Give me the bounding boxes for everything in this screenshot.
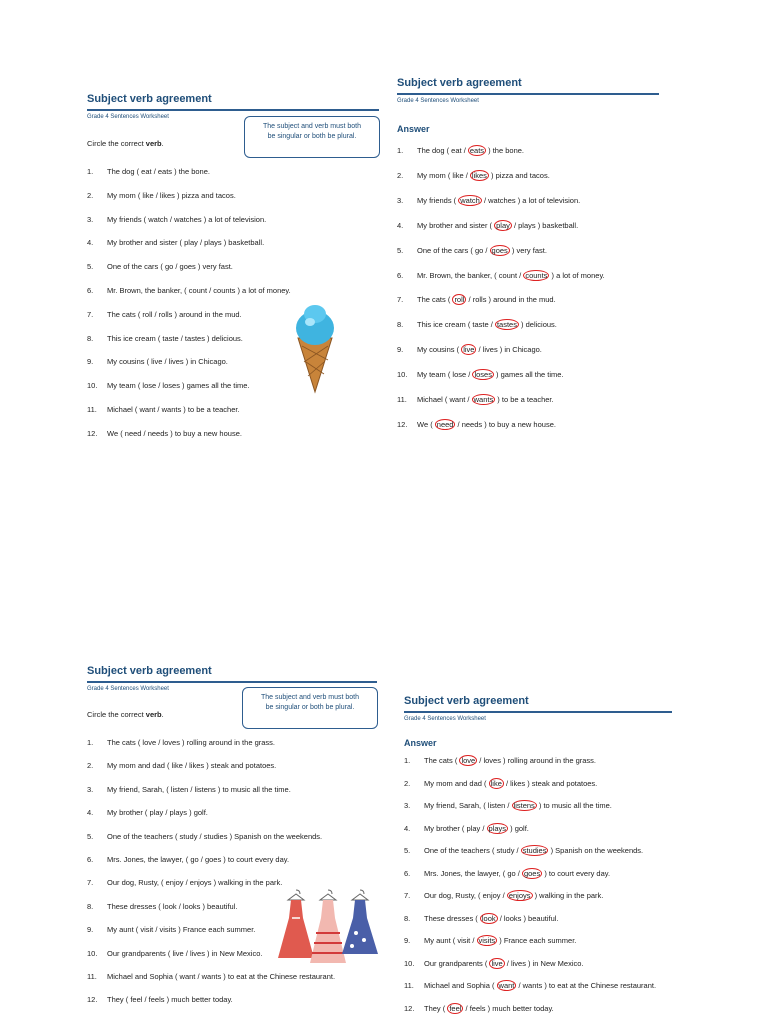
item-text: My team ( lose / loses ) games all the time. bbox=[417, 370, 564, 380]
item-number: 11. bbox=[87, 972, 97, 981]
item-text: My aunt ( visit / visits ) France each summer. bbox=[424, 936, 577, 945]
item-text: Michael and Sophia ( want / wants ) to eat at the Chinese restaurant. bbox=[424, 981, 657, 990]
item-number: 2. bbox=[404, 778, 411, 788]
item-text: My aunt ( visit / visits ) France each summer. bbox=[107, 925, 256, 935]
item-text: My mom and dad ( like / likes ) steak and potatoes. bbox=[424, 778, 598, 788]
list-item bbox=[397, 246, 547, 255]
circled-answer: counts bbox=[525, 270, 548, 280]
item-number: 1. bbox=[404, 756, 411, 765]
item-number: 8. bbox=[87, 333, 94, 343]
item-text: This ice cream ( taste / tastes ) delicious. bbox=[417, 320, 557, 330]
item-number: 5. bbox=[87, 262, 94, 272]
list-item bbox=[404, 891, 603, 900]
item-text: They ( feel / feels ) much better today. bbox=[107, 995, 233, 1005]
list-item bbox=[87, 925, 255, 934]
list-item bbox=[87, 429, 242, 438]
circled-answer: tastes bbox=[496, 320, 517, 330]
item-text: One of the cars ( go / goes ) very fast. bbox=[417, 245, 547, 255]
title-rule bbox=[87, 681, 377, 683]
item-number: 9. bbox=[87, 357, 94, 367]
item-number: 12. bbox=[397, 419, 408, 429]
list-item bbox=[404, 756, 596, 765]
item-text: My friends ( watch / watches ) a lot of television. bbox=[417, 195, 581, 205]
item-text: This ice cream ( taste / tastes ) delicious. bbox=[107, 333, 243, 343]
item-number: 10. bbox=[397, 370, 408, 380]
item-text: My brother ( play / plays ) golf. bbox=[424, 823, 529, 833]
item-number: 11. bbox=[87, 405, 97, 414]
item-text: These dresses ( look / looks ) beautiful. bbox=[107, 901, 238, 911]
list-item bbox=[404, 824, 529, 833]
item-text: The cats ( love / loves ) rolling around in the grass. bbox=[424, 756, 597, 765]
item-text: My mom ( like / likes ) pizza and tacos. bbox=[107, 190, 236, 200]
item-number: 12. bbox=[87, 428, 98, 438]
item-number: 1. bbox=[87, 738, 94, 747]
item-number: 8. bbox=[87, 901, 94, 911]
title-rule bbox=[87, 109, 379, 111]
list-item bbox=[87, 381, 250, 390]
item-number: 11. bbox=[397, 395, 407, 404]
circled-answer: roll bbox=[454, 295, 465, 305]
worksheet-title: Subject verb agreement bbox=[87, 665, 212, 677]
worksheet-subtitle: Grade 4 Sentences Worksheet bbox=[397, 98, 479, 104]
list-item bbox=[87, 949, 262, 958]
item-text: My cousins ( live / lives ) in Chicago. bbox=[107, 357, 228, 367]
list-item bbox=[397, 196, 580, 205]
list-item bbox=[87, 738, 275, 747]
list-item bbox=[87, 761, 276, 770]
item-number: 9. bbox=[404, 936, 411, 945]
item-text: The cats ( love / loves ) rolling around in the grass. bbox=[107, 738, 275, 747]
item-number: 2. bbox=[397, 170, 404, 180]
item-text: My cousins ( live / lives ) in Chicago. bbox=[417, 345, 542, 355]
item-number: 6. bbox=[87, 286, 94, 295]
item-number: 4. bbox=[397, 220, 404, 230]
item-number: 11. bbox=[404, 981, 414, 990]
item-number: 3. bbox=[87, 784, 94, 794]
item-text: My team ( lose / loses ) games all the time. bbox=[107, 381, 250, 391]
list-item bbox=[397, 370, 564, 379]
item-number: 6. bbox=[404, 868, 411, 878]
circled-answer: studies bbox=[522, 846, 547, 855]
item-text: Our dog, Rusty, ( enjoy / enjoys ) walking in the park. bbox=[424, 891, 604, 900]
item-text: The dog ( eat / eats ) the bone. bbox=[417, 146, 525, 155]
item-text: They ( feel / feels ) much better today. bbox=[424, 1003, 554, 1013]
item-number: 2. bbox=[87, 761, 94, 771]
item-text: Mr. Brown, the banker, ( count / counts ) a lot of money. bbox=[417, 270, 605, 280]
item-number: 4. bbox=[87, 238, 94, 248]
list-item bbox=[404, 779, 597, 788]
item-number: 1. bbox=[87, 167, 94, 176]
item-number: 12. bbox=[87, 995, 98, 1005]
item-text: My brother and sister ( play / plays ) basketball. bbox=[107, 238, 265, 248]
list-item bbox=[87, 334, 243, 343]
list-item bbox=[87, 286, 291, 295]
circled-answer: eats bbox=[469, 146, 485, 155]
list-item bbox=[87, 167, 210, 176]
item-text: One of the teachers ( study / studies ) Spanish on the weekends. bbox=[107, 831, 323, 841]
list-item bbox=[87, 405, 240, 414]
worksheet-title: Subject verb agreement bbox=[404, 695, 529, 707]
list-item bbox=[397, 221, 578, 230]
list-item bbox=[87, 832, 322, 841]
item-number: 3. bbox=[397, 195, 404, 205]
circled-answer: loses bbox=[474, 370, 492, 380]
item-number: 10. bbox=[404, 958, 415, 968]
list-item bbox=[87, 785, 291, 794]
list-item bbox=[404, 801, 612, 810]
item-text: Michael ( want / wants ) to be a teacher. bbox=[107, 405, 240, 414]
item-text: These dresses ( look / looks ) beautiful. bbox=[424, 913, 559, 923]
worksheet-subtitle: Grade 4 Sentences Worksheet bbox=[87, 686, 169, 692]
circled-answer: live bbox=[463, 345, 475, 355]
list-item bbox=[87, 238, 264, 247]
item-text: Mrs. Jones, the lawyer, ( go / goes ) to court every day. bbox=[107, 855, 290, 864]
list-item bbox=[87, 808, 208, 817]
item-number: 3. bbox=[404, 801, 411, 810]
circled-answer: wants bbox=[473, 395, 494, 404]
circled-answer: goes bbox=[523, 868, 541, 878]
item-number: 7. bbox=[87, 878, 94, 888]
circled-answer: like bbox=[490, 778, 502, 788]
rule-note-box: The subject and verb must both be singular or both be plural. bbox=[244, 116, 380, 158]
item-number: 7. bbox=[397, 295, 404, 305]
list-item bbox=[404, 846, 643, 855]
circled-answer: plays bbox=[488, 823, 507, 833]
worksheet-title: Subject verb agreement bbox=[397, 77, 522, 89]
rule-note-box: The subject and verb must both be singular or both be plural. bbox=[242, 687, 378, 729]
item-number: 5. bbox=[404, 846, 411, 855]
circled-answer: listens bbox=[513, 801, 535, 810]
list-item bbox=[404, 981, 656, 990]
item-text: My friend, Sarah, ( listen / listens ) to music all the time. bbox=[107, 784, 291, 794]
list-item bbox=[87, 995, 233, 1004]
item-text: My mom ( like / likes ) pizza and tacos. bbox=[417, 170, 550, 180]
circled-answer: watch bbox=[460, 195, 480, 205]
list-item bbox=[87, 191, 236, 200]
item-number: 1. bbox=[397, 146, 404, 155]
list-item bbox=[404, 1004, 554, 1013]
item-text: Michael and Sophia ( want / wants ) to eat at the Chinese restaurant. bbox=[107, 972, 336, 981]
item-number: 12. bbox=[404, 1003, 415, 1013]
ice-cream-cone-image bbox=[290, 300, 340, 395]
item-number: 2. bbox=[87, 190, 94, 200]
item-text: My friend, Sarah, ( listen / listens ) to music all the time. bbox=[424, 801, 612, 810]
list-item bbox=[397, 345, 542, 354]
answer-label: Answer bbox=[397, 124, 430, 134]
list-item bbox=[397, 420, 556, 429]
item-text: My mom and dad ( like / likes ) steak and potatoes. bbox=[107, 761, 277, 771]
item-text: My friends ( watch / watches ) a lot of television. bbox=[107, 214, 267, 224]
item-text: Michael ( want / wants ) to be a teacher. bbox=[417, 395, 554, 404]
circled-answer: need bbox=[436, 419, 454, 429]
list-item bbox=[397, 271, 605, 280]
list-item bbox=[397, 320, 557, 329]
item-number: 10. bbox=[87, 381, 98, 391]
item-text: My brother ( play / plays ) golf. bbox=[107, 808, 208, 818]
worksheet-subtitle: Grade 4 Sentences Worksheet bbox=[87, 114, 169, 120]
item-text: Mr. Brown, the banker, ( count / counts ) a lot of money. bbox=[107, 286, 291, 295]
item-text: The cats ( roll / rolls ) around in the mud. bbox=[417, 295, 556, 305]
list-item bbox=[87, 357, 228, 366]
circled-answer: enjoys bbox=[508, 891, 531, 900]
title-rule bbox=[404, 711, 672, 713]
list-item bbox=[404, 869, 610, 878]
item-number: 3. bbox=[87, 214, 94, 224]
circled-answer: visits bbox=[478, 936, 496, 945]
item-number: 6. bbox=[87, 855, 94, 864]
list-item bbox=[87, 855, 289, 864]
item-number: 5. bbox=[397, 245, 404, 255]
item-text: Mrs. Jones, the lawyer, ( go / goes ) to court every day. bbox=[424, 868, 611, 878]
instruction: Circle the correct verb. bbox=[87, 139, 164, 148]
list-item bbox=[87, 878, 282, 887]
list-item bbox=[397, 395, 554, 404]
item-text: Our dog, Rusty, ( enjoy / enjoys ) walking in the park. bbox=[107, 878, 283, 888]
title-rule bbox=[397, 93, 659, 95]
item-number: 8. bbox=[397, 320, 404, 330]
item-number: 10. bbox=[87, 948, 98, 958]
list-item bbox=[404, 914, 559, 923]
item-number: 4. bbox=[87, 808, 94, 818]
list-item bbox=[87, 262, 233, 271]
item-number: 9. bbox=[87, 925, 94, 935]
item-text: Our grandparents ( live / lives ) in New Mexico. bbox=[107, 948, 263, 958]
list-item bbox=[404, 959, 584, 968]
circled-answer: look bbox=[481, 913, 496, 923]
list-item bbox=[87, 310, 242, 319]
worksheet-subtitle: Grade 4 Sentences Worksheet bbox=[404, 716, 486, 722]
list-item bbox=[87, 215, 266, 224]
list-item bbox=[397, 146, 524, 155]
item-number: 7. bbox=[404, 891, 411, 900]
item-number: 8. bbox=[404, 913, 411, 923]
item-text: My brother and sister ( play / plays ) basketball. bbox=[417, 220, 579, 230]
item-number: 9. bbox=[397, 345, 404, 355]
item-text: One of the teachers ( study / studies ) Spanish on the weekends. bbox=[424, 846, 644, 855]
circled-answer: live bbox=[491, 958, 503, 968]
worksheet-title: Subject verb agreement bbox=[87, 93, 212, 105]
list-item bbox=[397, 295, 556, 304]
instruction: Circle the correct verb. bbox=[87, 710, 164, 719]
list-item bbox=[397, 171, 550, 180]
list-item bbox=[87, 972, 335, 981]
circled-answer: feel bbox=[449, 1003, 462, 1013]
item-text: The cats ( roll / rolls ) around in the mud. bbox=[107, 309, 242, 319]
answer-label: Answer bbox=[404, 738, 437, 748]
item-text: The dog ( eat / eats ) the bone. bbox=[107, 167, 210, 176]
item-number: 7. bbox=[87, 309, 94, 319]
list-item bbox=[87, 902, 237, 911]
list-item bbox=[404, 936, 576, 945]
circled-answer: likes bbox=[471, 170, 487, 180]
item-text: Our grandparents ( live / lives ) in New Mexico. bbox=[424, 958, 584, 968]
item-number: 5. bbox=[87, 831, 94, 841]
item-number: 6. bbox=[397, 270, 404, 280]
dresses-image bbox=[278, 888, 378, 970]
item-text: We ( need / needs ) to buy a new house. bbox=[417, 419, 556, 429]
item-text: We ( need / needs ) to buy a new house. bbox=[107, 428, 242, 438]
circled-answer: love bbox=[461, 756, 476, 765]
item-text: One of the cars ( go / goes ) very fast. bbox=[107, 262, 233, 272]
circled-answer: play bbox=[496, 220, 510, 230]
circled-answer: want bbox=[498, 981, 515, 990]
item-number: 4. bbox=[404, 823, 411, 833]
circled-answer: goes bbox=[491, 245, 508, 255]
